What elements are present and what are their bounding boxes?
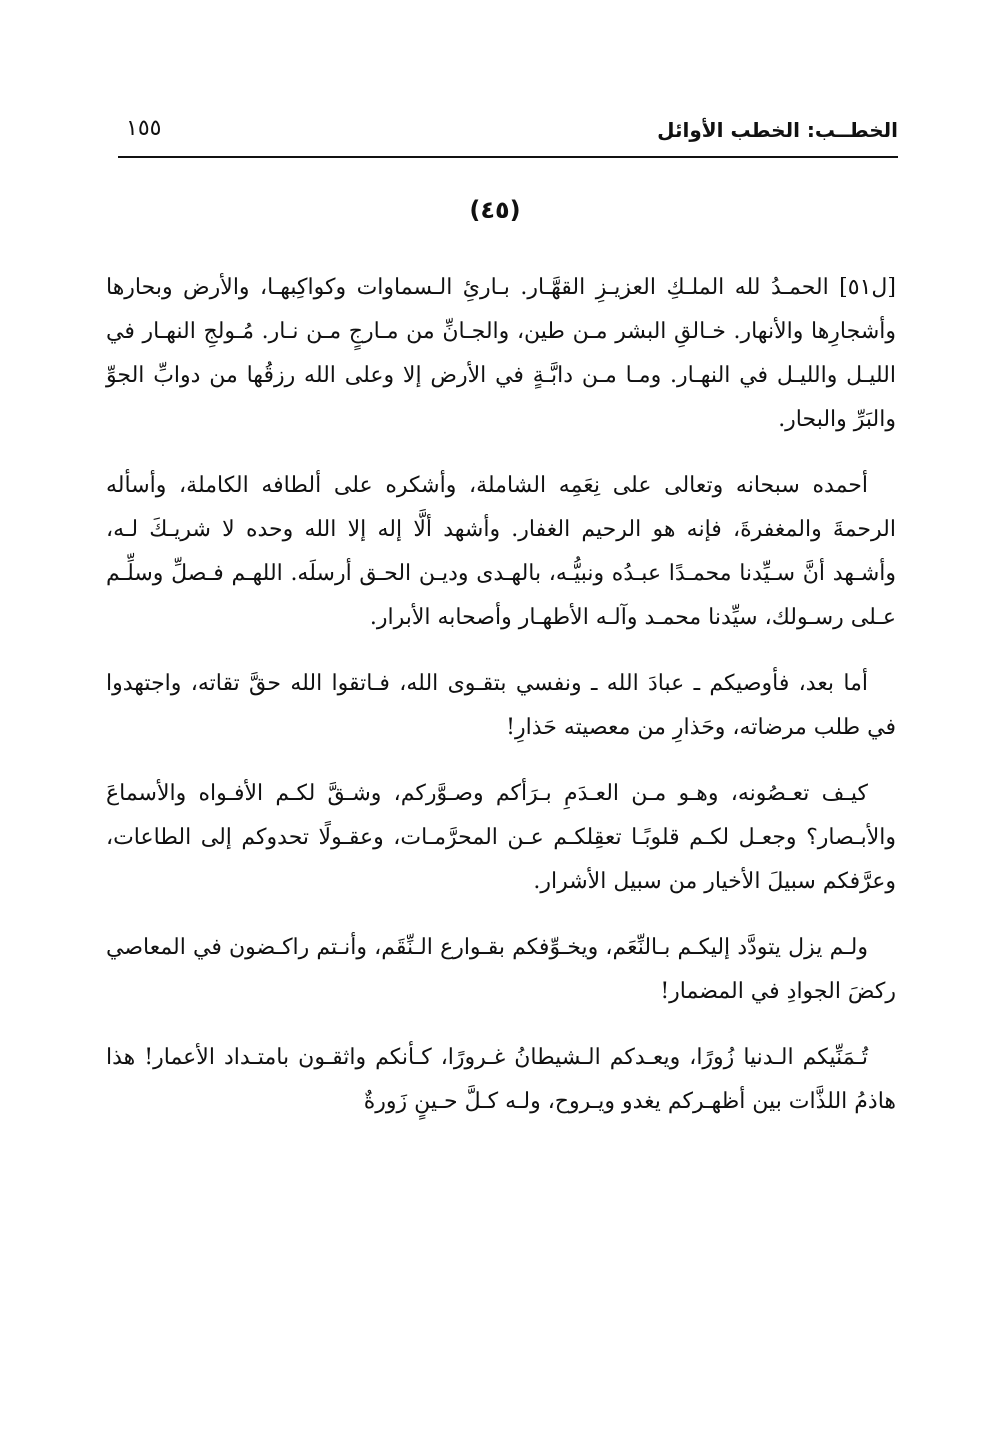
section-number: (٤٥) <box>469 196 521 224</box>
paragraph-2: أحمده سبحانه وتعالى على نِعَمِه الشاملة، وأشكره على ألطافه الكاملة، وأسأله الرحمةَ والمغفرةَ، فإنه هو الرحيم الغفار. وأشهد ألَّا إله إلا الله وحده لا شريـكَ لـه، وأشـهد أنَّ سـيِّدنا محمـدًا عبـدُه ونبيُّـه، بالهـدى وديـن الحـق أرسلَه. اللهـم فـصلِّ وسلِّـم عـلى رسـولك، سيِّدنا محمـد وآلـه الأطهـار وأصحابه الأبرار. <box>106 473 896 630</box>
paragraph-5: ولـم يزل يتودَّد إليكـم بـالنِّعَم، ويخـوِّفكم بقـوارع الـنِّقَم، وأنـتم راكـضون في المعاصي ركضَ الجوادِ في المضمار! <box>106 935 896 1004</box>
paragraph-1: [ل٥١] الحمـدُ لله الملـكِ العزيـزِ القهَّـار. بـارئِ الـسماوات وكواكِبهـا، والأرض وبحارها وأشجارِها والأنهار. خـالقِ البشر مـن طين، والجـانِّ من مـارجٍ مـن نـار. مُـولجِ النهـار في الليـل والليـل في النهـار. ومـا مـن دابَّـةٍ في الأرض إلا وعلى الله رزقُها من دوابِّ الجوِّ والبَرِّ والبحار. <box>106 275 896 432</box>
running-title: الخطــب: الخطب الأوائل <box>657 118 898 142</box>
paragraph-6: تُـمَنِّيكم الـدنيا زُورًا، ويعـدكم الـشيطانُ غـرورًا، كـأنكم واثقـون بامتـداد الأعمار! هذا هاذمُ اللذَّات بين أظهـركم يغدو ويـروح، ولـه كـلَّ حـينٍ زَورةٌ <box>106 1045 896 1114</box>
paragraph-3: أما بعد، فأوصيكم ـ عبادَ الله ـ ونفسي بتقـوى الله، فـاتقوا الله حقَّ تقاته، واجتهدوا في طلب مرضاته، وحَذارِ من معصيته حَذارِ! <box>106 671 896 740</box>
page-number: ١٥٥ <box>126 116 162 141</box>
header-rule <box>118 156 898 158</box>
paragraph-4: كيـف تعـصُونه، وهـو مـن العـدَمِ بـرَأكم وصـوَّركم، وشـقَّ لكـم الأفـواه والأسماعَ والأبـصار؟ وجعـل لكـم قلوبًـا تعقِلكـم عـن المحرَّمـات، وعقـولًا تحدوكم إلى الطاعات، وعرَّفكم سبيلَ الأخيار من سبيل الأشرار. <box>106 781 896 894</box>
page-header <box>118 112 898 152</box>
body-text <box>106 266 896 1146</box>
